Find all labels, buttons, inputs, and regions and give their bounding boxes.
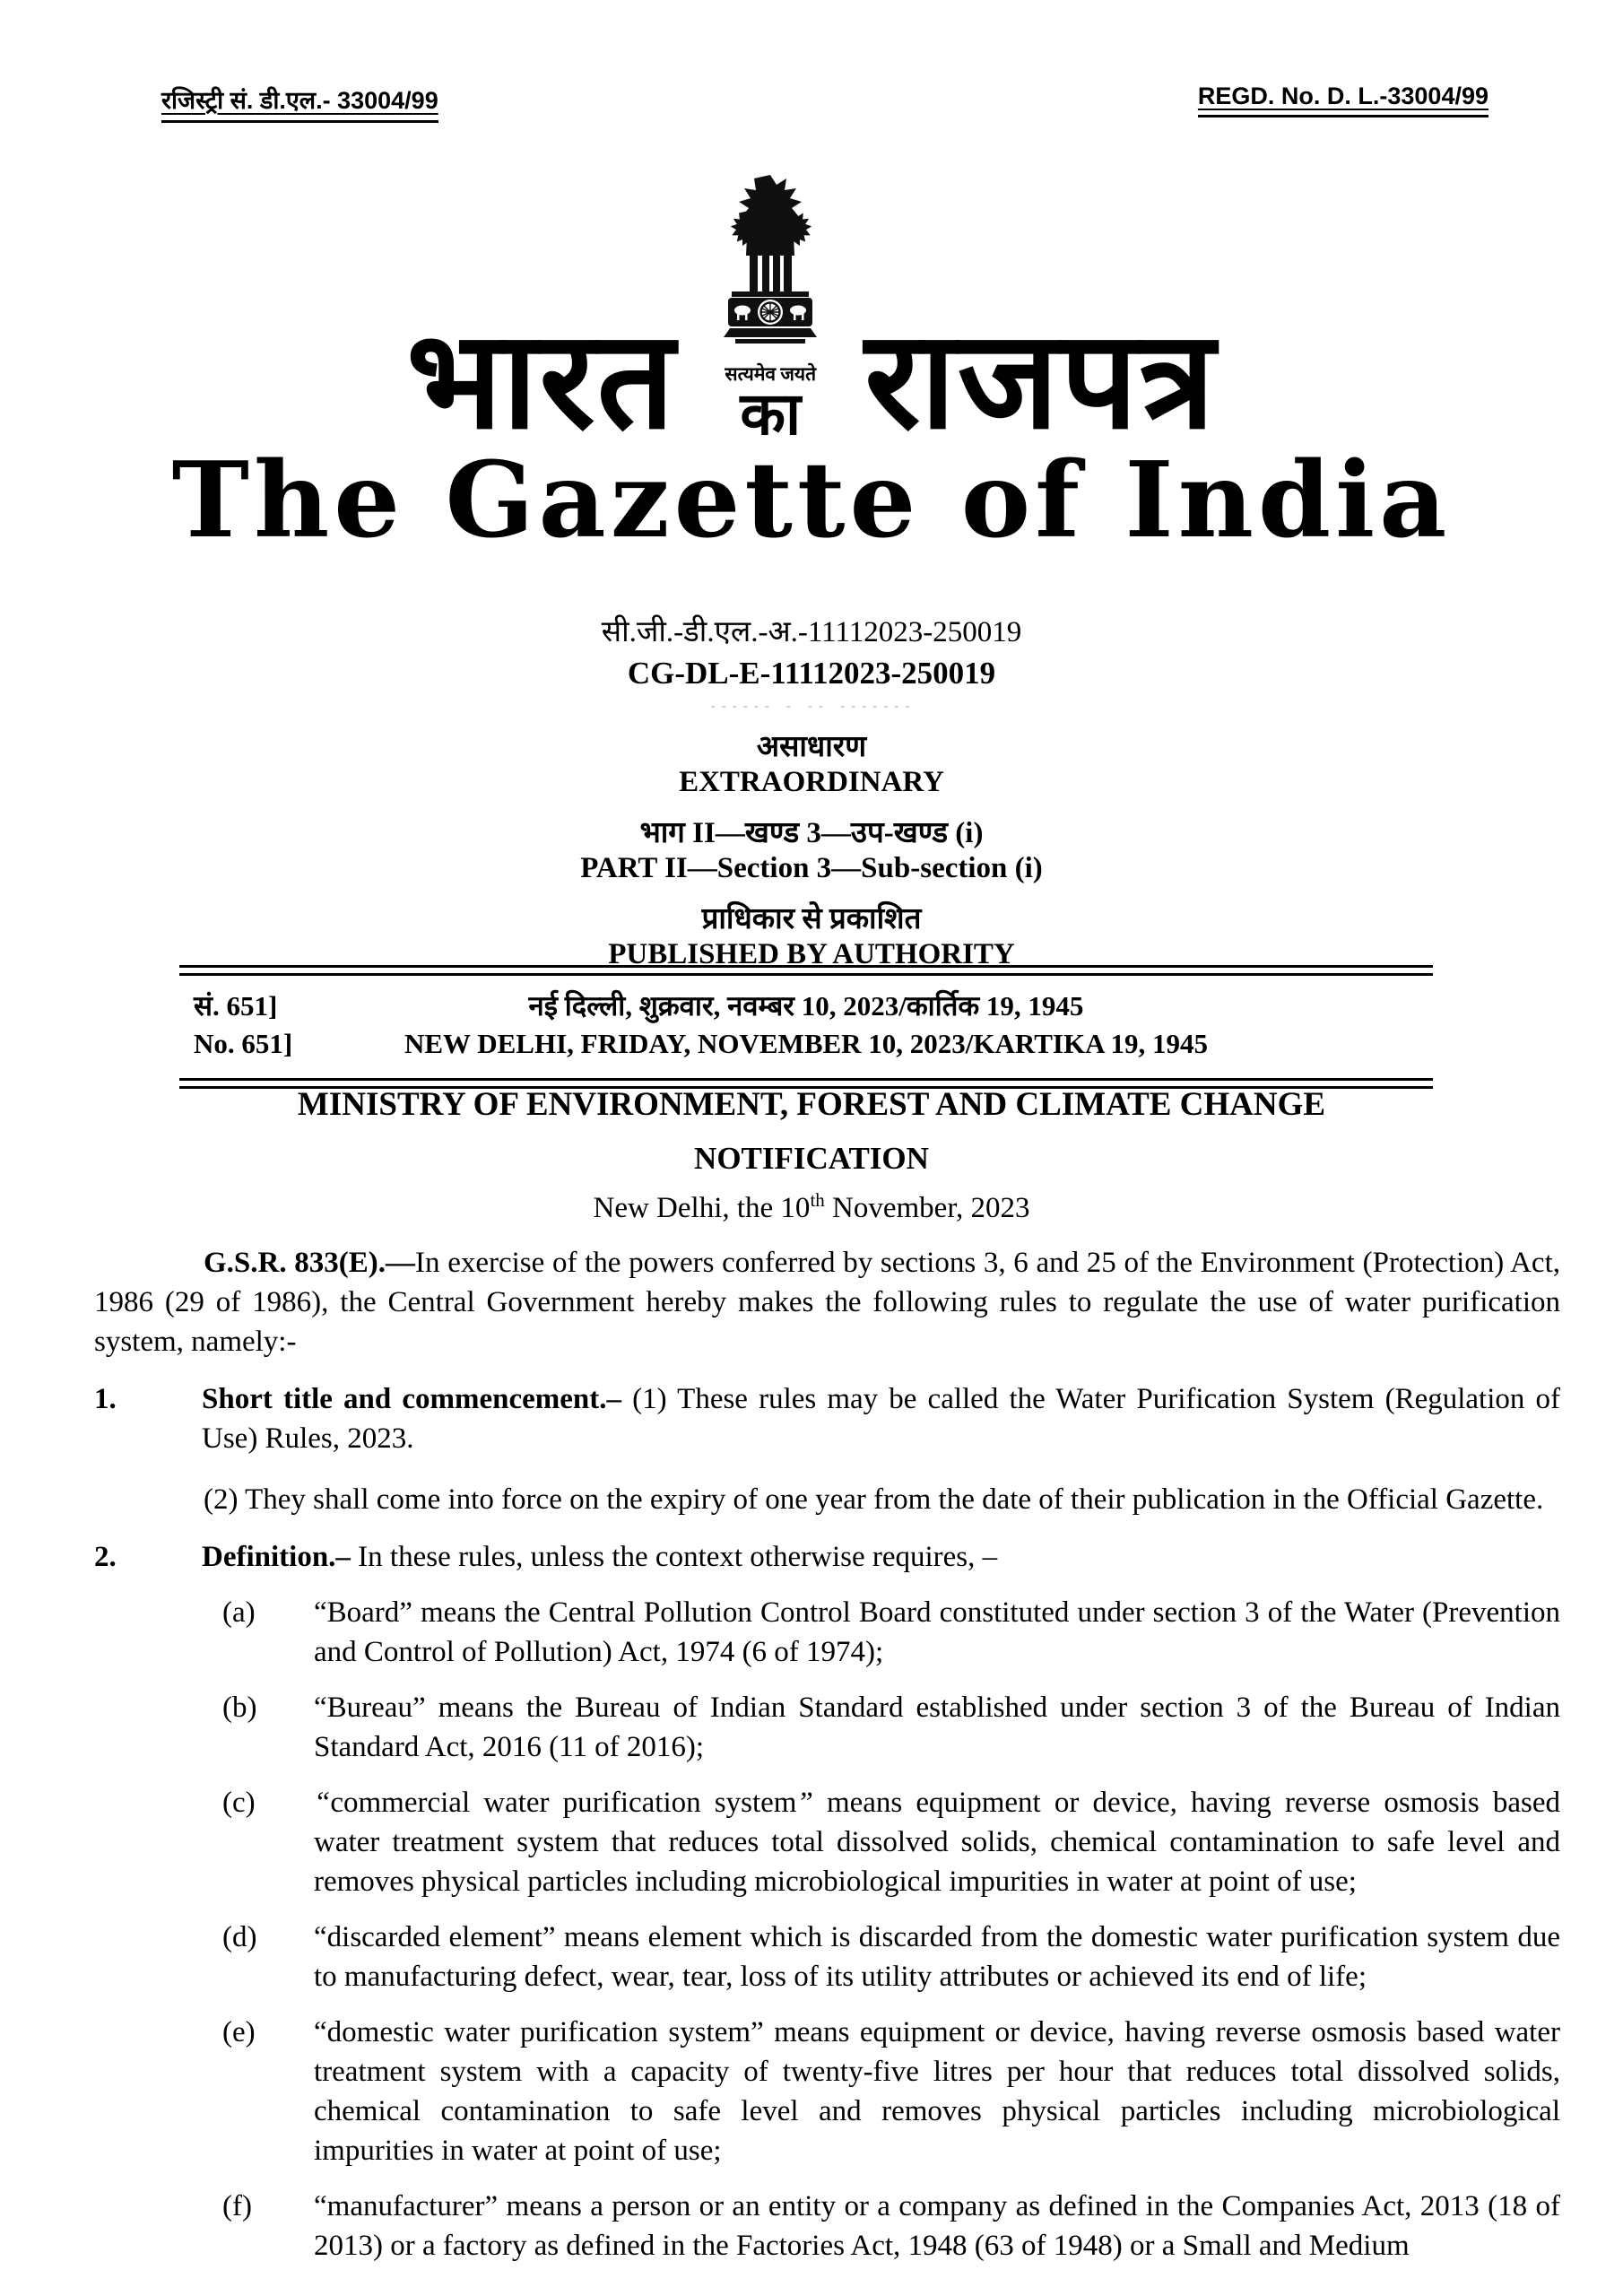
gazette-code-english: CG-DL-E-11112023-250019 [627,655,996,691]
definition-item [94,2187,1560,2266]
item-text: G.S.R. 833(E).—In exercise of the powers conferred by sections 3, 6 and 25 of the Environment (Protection) Act, 1986 (29 of 1986), the Central Government hereby makes the following rules to regulate the use of water purification system, namely:- [94,1247,1560,1358]
definition-item [94,1593,1560,1672]
masthead-hindi-left: भारत [406,305,677,457]
masthead [0,173,1623,457]
edition-english: EXTRAORDINARY [679,765,944,798]
authority-english: PUBLISHED BY AUTHORITY [608,937,1015,970]
gazette-title: The Gazette of India [171,439,1452,561]
issue-number-english: No. 651] [194,1028,293,1059]
definition-item [94,2013,1560,2170]
item-text: “domestic water purification system” means equipment or device, having reverse osmosis based water treatment system with a capacity of twenty-five litres per hour that reduces total dissolved solids, chemical contamination to safe level and removes physical particles including microbiological impurities in water at point of use; [314,2016,1560,2167]
item-marker: 2. [94,1541,117,1573]
item-text: “manufacturer” means a person or an entity or a company as defined in the Companies Act, 2013 (18 of 2013) or a factory as defined in the Factories Act, 1948 (63 of 1948) or a Small and Medium [314,2190,1560,2262]
ashoka-emblem-icon [707,173,834,363]
item-marker: (e) [222,2016,256,2048]
part-section-english: PART II—Section 3—Sub-section (i) [580,851,1043,884]
masthead-hindi-right: राजपत्र [864,305,1217,457]
paragraph [94,1243,1560,1361]
registration-header [0,83,1623,127]
item-marker: 1. [94,1383,117,1415]
scan-artifact-marks: ------ - -- ------- [708,697,915,714]
notification-body [94,1243,1560,2277]
item-marker: (d) [222,1921,257,1953]
issue-date-english: NEW DELHI, FRIDAY, NOVEMBER 10, 2023/KARTIKA 19, 1945 [404,1028,1209,1059]
double-rule-top [179,965,1433,976]
definition-item [94,1688,1560,1767]
item-marker: (c) [222,1787,256,1819]
item-text: (2) They shall come into force on the expiry of one year from the date of their publication in the Official Gazette. [204,1483,1544,1516]
issue-number-hindi: सं. 651] [194,990,278,1022]
item-marker: (f) [222,2190,252,2222]
part-section-hindi: भाग II—खण्ड 3—उप-खण्ड (i) [639,816,984,849]
dateline-ordinal: th [810,1189,825,1211]
definition-item [94,1783,1560,1901]
rule-item [94,1379,1560,1458]
sub-paragraph [204,1480,1560,1519]
gazette-code-block [0,615,1623,713]
gazette-code-hindi: सी.जी.-डी.एल.-अ.-11112023-250019 [601,616,1022,648]
notification-heading: NOTIFICATION [694,1141,929,1176]
emblem-column [707,173,834,446]
notification-dateline [0,1189,1623,1225]
item-marker: (a) [222,1596,256,1629]
masthead-hindi-middle: का [740,382,802,448]
item-text: Definition.– In these rules, unless the context otherwise requires, – [202,1541,998,1573]
issue-row-english [179,1028,1433,1069]
rule-item [94,1537,1560,1577]
motto-satyameva-jayate: सत्यमेव जयते [725,363,817,385]
authority-hindi: प्राधिकार से प्रकाशित [701,902,922,935]
registration-number-english: REGD. No. D. L.-33004/99 [1198,83,1488,117]
issue-header [179,965,1433,1089]
edition-block [0,730,1623,972]
edition-hindi: असाधारण [756,731,867,763]
dateline-prefix: New Delhi, the 10 [593,1192,811,1224]
item-text: “discarded element” means element which is discarded from the domestic water purification system due to manufacturing defect, wear, tear, loss of its utility attributes or achieved its end of life; [314,1921,1560,1993]
item-text: “commercial water purification system” means equipment or device, having reverse osmosis based water treatment system that reduces total dissolved solids, chemical contamination to safe level and removes physical particles including microbiological impurities in water at point of use; [314,1787,1560,1898]
definition-item [94,1918,1560,1996]
registration-number-hindi: रजिस्ट्री सं. डी.एल.- 33004/99 [161,83,438,123]
item-text: “Bureau” means the Bureau of Indian Standard established under section 3 of the Bureau of Indian Standard Act, 2016 (11 of 2016); [314,1692,1560,1763]
issue-date-hindi: नई दिल्ली, शुक्रवार, नवम्बर 10, 2023/कार्तिक 19, 1945 [528,990,1084,1022]
item-text: “Board” means the Central Pollution Control Board constituted under section 3 of the Water (Prevention and Control of Pollution) Act, 1974 (6 of 1974); [314,1596,1560,1668]
item-marker: (b) [222,1692,257,1724]
dateline-suffix: November, 2023 [824,1192,1030,1224]
item-text: Short title and commencement.– (1) These rules may be called the Water Purification System (Regulation of Use) Rules, 2023. [202,1383,1560,1455]
issue-row-hindi [179,987,1433,1028]
ministry-heading: MINISTRY OF ENVIRONMENT, FOREST AND CLIMATE CHANGE [297,1086,1326,1123]
